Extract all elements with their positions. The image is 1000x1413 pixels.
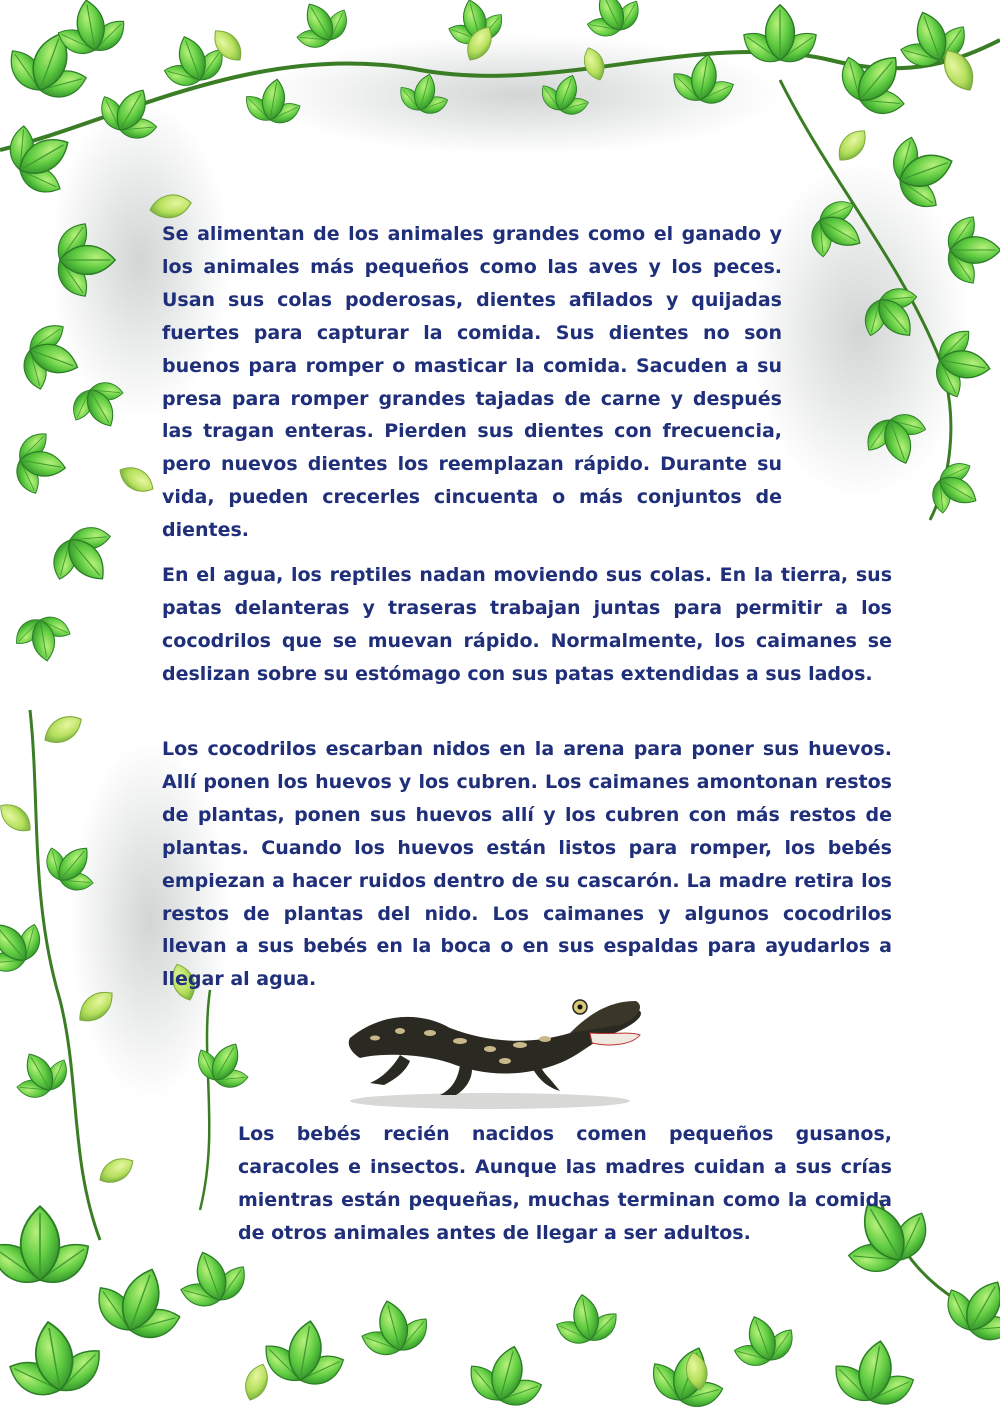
paragraph-babies: Los bebés recién nacidos comen pequeños gusanos, caracoles e insectos. Aunque las madres cuidan a sus crías mientras están pequeñas, muchas terminan como la comida de otros animales antes de llegar a ser adultos.: [238, 1123, 892, 1244]
baby-caiman-image: [340, 983, 658, 1118]
paragraph-nesting: Los cocodrilos escarban nidos en la arena para poner sus huevos. Allí ponen los huevos y los cubren. Los caimanes amontonan restos de plantas, ponen sus huevos allí y los cubren con más restos de plantas. Cuando los huevos están listos para romper, los bebés empiezan a hacer ruidos dentro de su cascarón. La madre retira los restos de plantas del nido. Los caimanes y algunos cocodrilos llevan a sus bebés en la boca o en sus espaldas para ayudarlos a llegar al agua.: [162, 738, 892, 991]
paragraph-feeding: Se alimentan de los animales grandes como el ganado y los animales más pequeños como las aves y los peces. Usan sus colas poderosas, dientes afilados y quijadas fuertes para capturar la comida. Sus dientes no son buenos para romper o masticar la comida. Sacuden a su presa para romper grandes tajadas de carne y después las tragan enteras. Pierden sus dientes con frecuencia, pero nuevos dientes los reemplazan rápido. Durante su vida, pueden crecerles cincuenta o más conjuntos de dientes.: [162, 223, 782, 542]
paragraph-movement: En el agua, los reptiles nadan moviendo sus colas. En la tierra, sus patas delanteras y traseras trabajan juntas para permitir a los cocodrilos que se muevan rápido. Normalmente, los caimanes se deslizan sobre su estómago con sus patas extendidas a sus lados.: [162, 564, 892, 685]
